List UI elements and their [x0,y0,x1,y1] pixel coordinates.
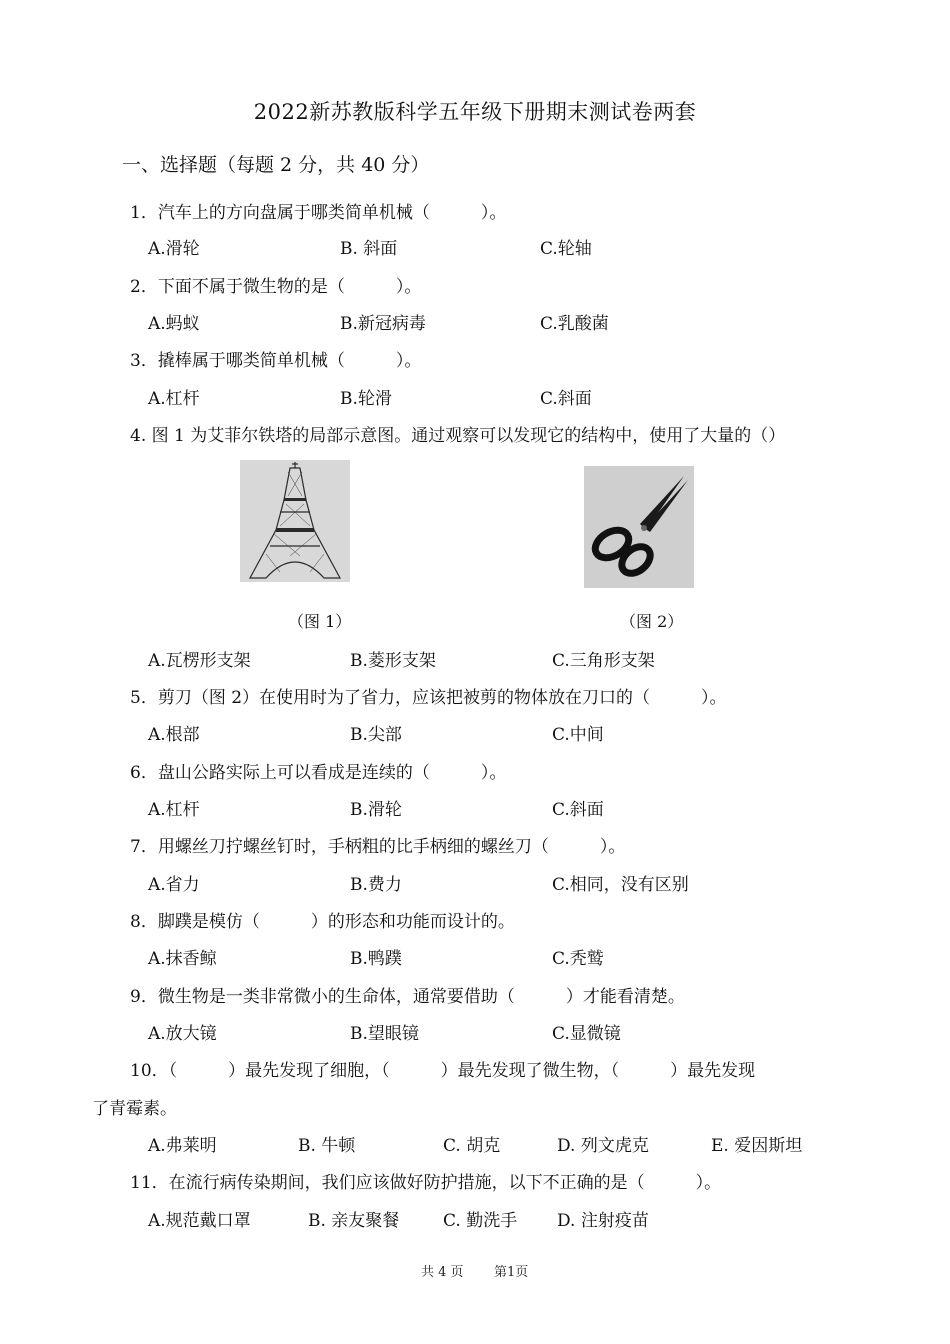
q5-option-b: B.尖部 [350,725,402,745]
q7-option-c: C.相同，没有区别 [552,875,689,895]
q5-option-a: A.根部 [148,725,200,745]
question-11: 11．在流行病传染期间，我们应该做好防护措施，以下不正确的是（ ）。 [130,1173,722,1193]
q8-option-c: C.秃鹫 [552,949,604,969]
q10-option-d: D. 列文虎克 [557,1136,649,1156]
q1-option-c: C.轮轴 [540,239,592,259]
q8-option-a: A.抹香鲸 [148,949,217,969]
q1-option-a: A.滑轮 [148,239,200,259]
q5-option-c: C.中间 [552,725,604,745]
footer-page-number: 第1页 [494,1265,529,1280]
q6-option-c: C.斜面 [552,800,604,820]
q2-option-a: A.蚂蚁 [148,314,200,334]
q10-option-c: C. 胡克 [443,1136,501,1156]
q9-option-a: A.放大镜 [148,1024,217,1044]
figure-1-label: （图 1） [288,612,352,631]
q7-option-b: B.费力 [350,875,402,895]
q6-option-b: B.滑轮 [350,800,402,820]
footer-total-pages: 共 4 页 [421,1265,464,1280]
q10-option-e: E. 爱因斯坦 [711,1136,803,1156]
q11-option-b: B. 亲友聚餐 [308,1211,400,1231]
question-6: 6．盘山公路实际上可以看成是连续的（ ）。 [130,763,507,783]
section-heading: 一、选择题（每题 2 分，共 40 分） [122,154,430,176]
scissors-image [584,466,694,588]
q8-option-b: B.鸭蹼 [350,949,402,969]
question-1: 1．汽车上的方向盘属于哪类简单机械（ ）。 [130,203,507,223]
q11-option-a: A.规范戴口罩 [148,1211,251,1231]
question-9: 9．微生物是一类非常微小的生命体，通常要借助（ ）才能看清楚。 [130,987,685,1007]
question-5: 5．剪刀（图 2）在使用时为了省力，应该把被剪的物体放在刀口的（ ）。 [130,688,727,708]
question-7: 7．用螺丝刀拧螺丝钉时，手柄粗的比手柄细的螺丝刀（ ）。 [130,837,626,857]
question-4: 4. 图 1 为艾菲尔铁塔的局部示意图。通过观察可以发现它的结构中，使用了大量的（） [130,426,786,446]
q4-option-b: B.菱形支架 [350,651,436,671]
question-2: 2．下面不属于微生物的是（ ）。 [130,277,422,297]
q2-option-c: C.乳酸菌 [540,314,609,334]
question-3: 3．撬棒属于哪类简单机械（ ）。 [130,351,422,371]
q4-option-c: C.三角形支架 [552,651,655,671]
q10-option-a: A.弗莱明 [148,1136,217,1156]
q11-option-d: D. 注射疫苗 [557,1211,649,1231]
q2-option-b: B.新冠病毒 [340,314,426,334]
page-title: 2022新苏教版科学五年级下册期末测试卷两套 [253,100,697,124]
q3-option-b: B.轮滑 [340,389,392,409]
q3-option-c: C.斜面 [540,389,592,409]
question-10-line-1: 10．（ ）最先发现了细胞，（ ）最先发现了微生物，（ ）最先发现 [130,1061,756,1081]
figure-2-label: （图 2） [620,612,684,631]
question-8: 8．脚蹼是模仿（ ）的形态和功能而设计的。 [130,912,515,932]
question-10-line-2: 了青霉素。 [92,1099,177,1119]
q4-option-a: A.瓦楞形支架 [148,651,251,671]
q11-option-c: C. 勤洗手 [443,1211,518,1231]
q6-option-a: A.杠杆 [148,800,200,820]
q9-option-c: C.显微镜 [552,1024,621,1044]
q10-option-b: B. 牛顿 [298,1136,356,1156]
eiffel-tower-image [240,460,350,582]
q1-option-b: B. 斜面 [340,239,398,259]
q9-option-b: B.望眼镜 [350,1024,419,1044]
q3-option-a: A.杠杆 [148,389,200,409]
q7-option-a: A.省力 [148,875,200,895]
